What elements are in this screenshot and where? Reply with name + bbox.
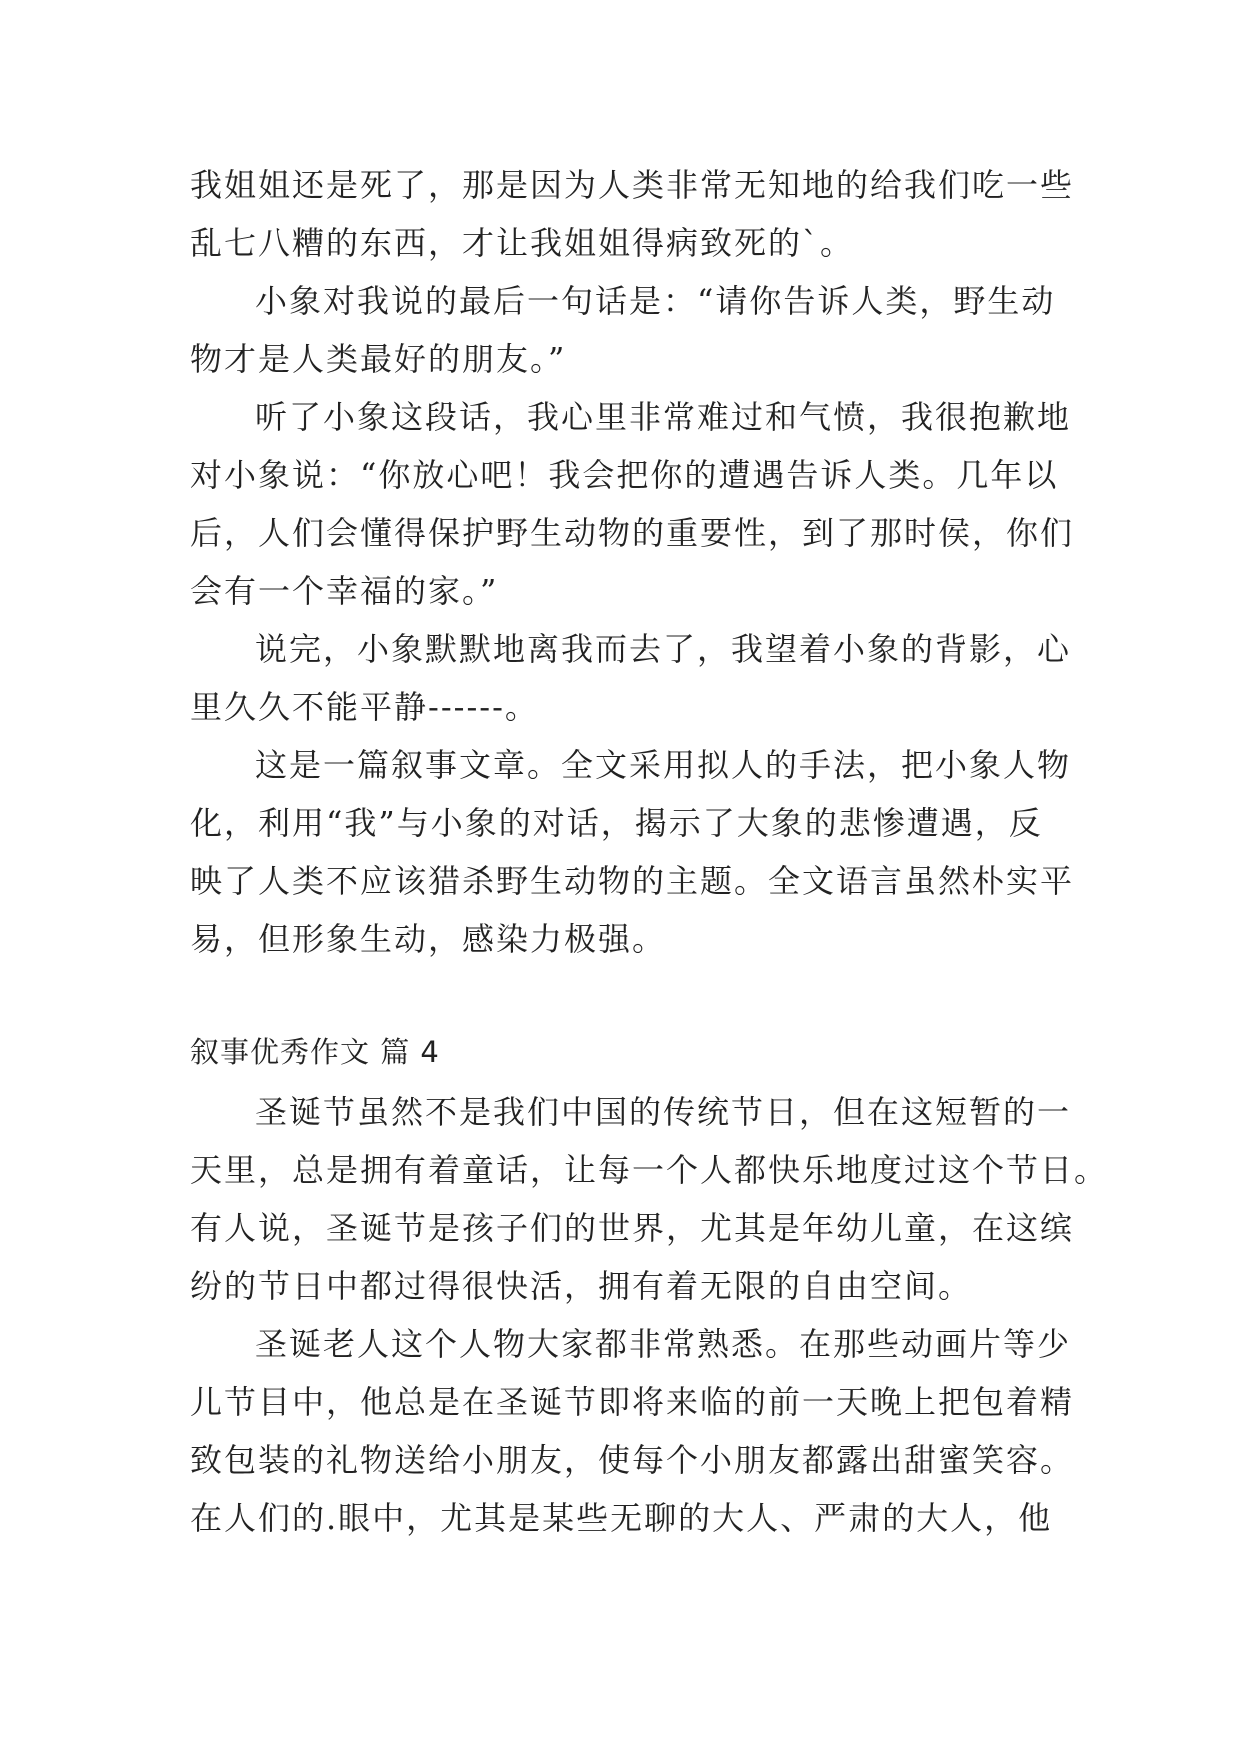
section-paragraph-2-line-3: 致包装的礼物送给小朋友，使每个小朋友都露出甜蜜笑容。 [190, 1441, 1075, 1479]
section-paragraph-1-line-4: 纷的节日中都过得很快活，拥有着无限的自由空间。 [190, 1267, 973, 1305]
paragraph-3-line-4: 会有一个幸福的家。” [190, 572, 499, 610]
section-paragraph-2-line-4: 在人们的.眼中，尤其是某些无聊的大人、严肃的大人，他 [190, 1499, 1053, 1537]
paragraph-1-line-2: 乱七八糟的东西，才让我姐姐得病致死的`。 [190, 224, 855, 262]
paragraph-5-line-4: 易，但形象生动，感染力极强。 [190, 920, 667, 958]
paragraph-3-line-2: 对小象说：“你放心吧！我会把你的遭遇告诉人类。几年以 [190, 456, 1059, 494]
paragraph-5-line-2: 化，利用“我”与小象的对话，揭示了大象的悲惨遭遇，反 [190, 804, 1043, 842]
section-paragraph-2-line-2: 儿节目中，他总是在圣诞节即将来临的前一天晚上把包着精 [190, 1383, 1075, 1421]
paragraph-2-line-2: 物才是人类最好的朋友。” [190, 340, 567, 378]
paragraph-4-line-2: 里久久不能平静------。 [190, 688, 539, 726]
section-paragraph-1-line-1: 圣诞节虽然不是我们中国的传统节日，但在这短暂的一 [255, 1093, 1072, 1131]
section-heading: 叙事优秀作文 篇 4 [190, 1035, 440, 1069]
section-paragraph-1-line-2: 天里，总是拥有着童话，让每一个人都快乐地度过这个节日。 [190, 1151, 1109, 1189]
paragraph-5-line-1: 这是一篇叙事文章。全文采用拟人的手法，把小象人物 [255, 746, 1072, 784]
section-paragraph-2-line-1: 圣诞老人这个人物大家都非常熟悉。在那些动画片等少 [255, 1325, 1072, 1363]
paragraph-1-line-1: 我姐姐还是死了，那是因为人类非常无知地的给我们吃一些 [190, 166, 1075, 204]
paragraph-4-line-1: 说完，小象默默地离我而去了，我望着小象的背影，心 [255, 630, 1072, 668]
paragraph-5-line-3: 映了人类不应该猎杀野生动物的主题。全文语言虽然朴实平 [190, 862, 1075, 900]
paragraph-3-line-1: 听了小象这段话，我心里非常难过和气愤，我很抱歉地 [255, 398, 1072, 436]
paragraph-3-line-3: 后，人们会懂得保护野生动物的重要性，到了那时侯，你们 [190, 514, 1075, 552]
section-paragraph-1-line-3: 有人说，圣诞节是孩子们的世界，尤其是年幼儿童，在这缤 [190, 1209, 1075, 1247]
paragraph-2-line-1: 小象对我说的最后一句话是：“请你告诉人类，野生动 [255, 282, 1056, 320]
